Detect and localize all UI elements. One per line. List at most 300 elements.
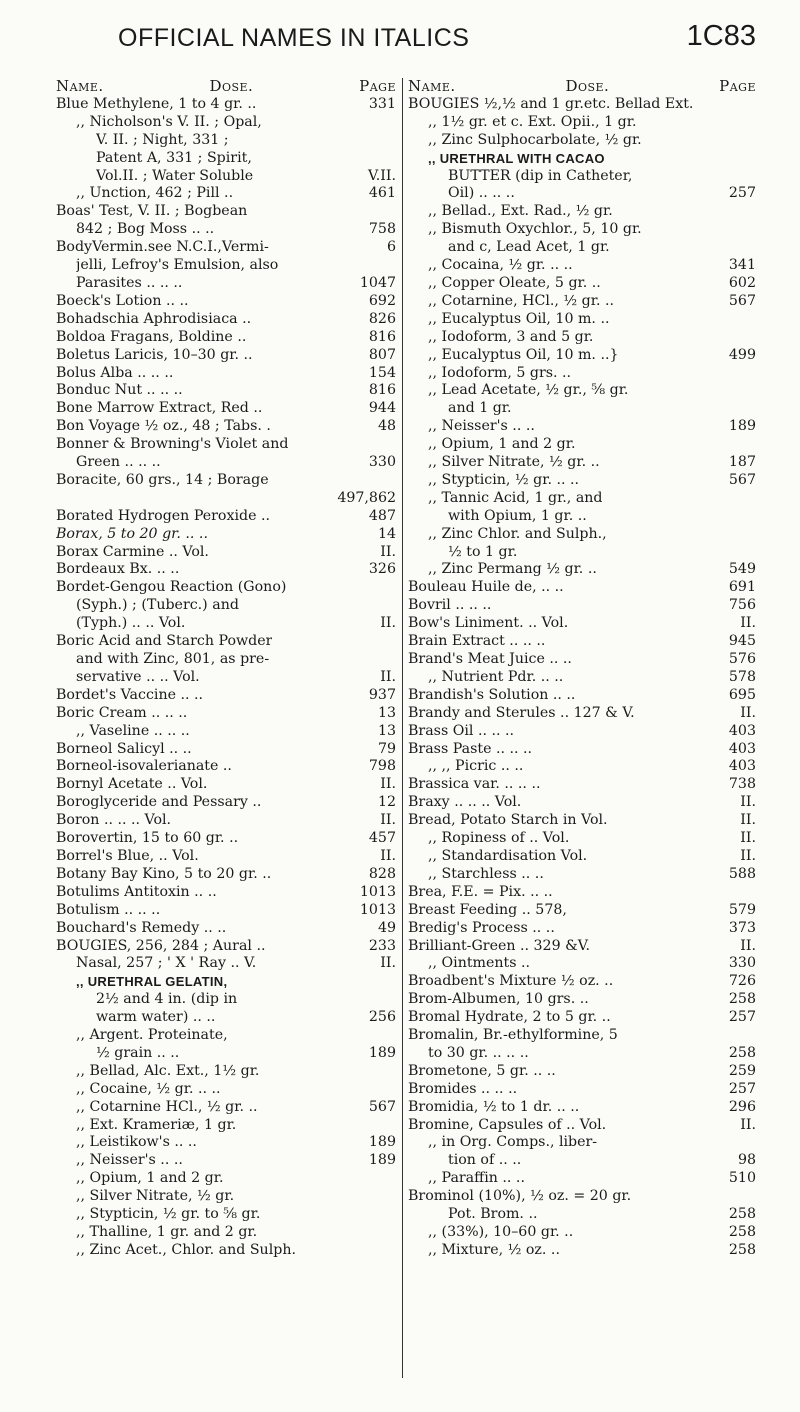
index-entry xyxy=(408,185,756,203)
entry-page: 189 xyxy=(368,1152,396,1169)
index-entry xyxy=(56,1152,396,1170)
entry-text: ,, Tannic Acid, 1 gr., and xyxy=(428,489,603,506)
entry-text: Brassica var. .. .. .. xyxy=(408,776,541,793)
entry-text: ,, Unction, 462 ; Pill .. xyxy=(76,185,234,202)
entry-text: ,, Mixture, ½ oz. .. xyxy=(428,1241,560,1258)
entry-text: Braxy .. .. .. Vol. xyxy=(408,794,522,811)
entry-text: Bromalin, Br.-ethylformine, 5 xyxy=(408,1027,618,1044)
entry-page: II. xyxy=(740,847,756,864)
index-entry xyxy=(56,544,396,562)
index-entry xyxy=(408,902,756,920)
entry-page xyxy=(390,472,396,490)
index-entry xyxy=(408,418,756,436)
entry-text: ,, (33%), 10–60 gr. .. xyxy=(428,1224,574,1240)
running-head xyxy=(0,18,800,64)
entry-text: Blue Methylene, 1 to 4 gr. .. xyxy=(56,95,257,112)
index-entry xyxy=(56,1045,396,1063)
index-entry xyxy=(408,1188,756,1206)
entry-page xyxy=(750,490,756,508)
index-entry xyxy=(408,472,756,490)
index-entry xyxy=(408,275,756,293)
entry-page xyxy=(750,239,756,257)
entry-page: II. xyxy=(740,812,756,829)
entry-page: 258 xyxy=(728,991,756,1008)
entry-page: 798 xyxy=(368,758,396,775)
index-entry xyxy=(408,347,756,365)
entry-text: ,, Neisser's .. .. xyxy=(76,1152,183,1169)
entry-text: ,, Ropiness of .. Vol. xyxy=(428,830,570,847)
entry-text: jelli, Lefroy's Emulsion, also xyxy=(76,257,279,274)
entry-page: 816 xyxy=(368,382,396,399)
entry-page: 1013 xyxy=(359,883,396,900)
entry-page: II. xyxy=(380,543,396,560)
index-entry xyxy=(408,973,756,991)
entry-text: ,, URETHRAL GELATIN, xyxy=(76,974,228,990)
column-header-label: Dose. xyxy=(209,77,254,95)
entry-text: Botulims Antitoxin .. .. xyxy=(56,883,217,900)
index-entry xyxy=(408,203,756,221)
entry-page: II. xyxy=(740,830,756,847)
entry-page xyxy=(390,597,396,615)
index-entry xyxy=(56,723,396,741)
entry-page: 510 xyxy=(728,1170,756,1187)
index-entry xyxy=(408,705,756,723)
index-entry xyxy=(56,615,396,633)
entry-page: 567 xyxy=(728,292,756,309)
index-entry xyxy=(408,794,756,812)
entry-text: ,, Eucalyptus Oil, 10 m. .. xyxy=(428,310,610,327)
entry-page xyxy=(750,400,756,418)
entry-page xyxy=(750,508,756,526)
entry-text: Bornyl Acetate .. Vol. xyxy=(56,776,208,793)
entry-text: Borovertin, 15 to 60 gr. .. xyxy=(56,830,239,847)
entry-page: 257 xyxy=(728,1009,756,1026)
index-entry xyxy=(56,347,396,365)
page-number: 1C83 xyxy=(686,20,756,52)
index-entry xyxy=(408,400,756,418)
entry-page: 258 xyxy=(728,1044,756,1061)
entry-text: ,, Silver Nitrate, ½ gr. .. xyxy=(428,454,600,471)
entry-text: Brandy and Sterules .. 127 & V. xyxy=(408,704,635,721)
index-entry xyxy=(408,955,756,973)
entry-text: ,, Ointments .. xyxy=(428,955,531,972)
entry-page: 79 xyxy=(377,740,396,757)
index-entry xyxy=(56,651,396,669)
entry-text: Pot. Brom. .. xyxy=(448,1206,538,1223)
entry-text: Brilliant-Green .. 329 &V. xyxy=(408,937,591,954)
entry-text: BodyVermin.see N.C.I.,Vermi- xyxy=(56,239,269,256)
index-entry xyxy=(408,132,756,150)
index-entry xyxy=(408,1117,756,1135)
index-entry xyxy=(408,257,756,275)
entry-page xyxy=(750,1188,756,1206)
index-entry xyxy=(56,687,396,705)
index-entry xyxy=(408,920,756,938)
entry-page xyxy=(390,436,396,454)
index-entry xyxy=(408,741,756,759)
entry-page: 12 xyxy=(377,794,396,811)
index-entry xyxy=(56,132,396,150)
index-entry xyxy=(408,812,756,830)
index-entry xyxy=(56,1063,396,1081)
index-entry xyxy=(408,1224,756,1242)
entry-text: Borneol-isovalerianate .. xyxy=(56,758,232,775)
entry-text: 2½ and 4 in. (dip in xyxy=(96,991,238,1008)
entry-page xyxy=(390,1117,396,1135)
index-entry xyxy=(56,884,396,902)
index-entry xyxy=(56,203,396,221)
entry-page: 403 xyxy=(728,758,756,775)
entry-text: Boric Cream .. .. .. xyxy=(56,704,188,721)
index-entry xyxy=(56,96,396,114)
entry-page: 945 xyxy=(728,633,756,650)
column-header-label: Name. xyxy=(56,77,104,95)
entry-text: ,, ,, Picric .. .. xyxy=(428,758,524,775)
entry-page: 330 xyxy=(368,454,396,471)
entry-page: 726 xyxy=(728,973,756,990)
index-entry xyxy=(408,615,756,633)
entry-page: V.II. xyxy=(368,167,396,184)
entry-page: II. xyxy=(740,1116,756,1133)
entry-page: 579 xyxy=(728,901,756,918)
entry-text: Brominol (10%), ½ oz. = 20 gr. xyxy=(408,1188,632,1205)
index-entry xyxy=(56,275,396,293)
entry-page xyxy=(750,96,756,114)
index-entry xyxy=(408,490,756,508)
entry-text: ,, Cotarnine, HCl., ½ gr. .. xyxy=(428,292,614,309)
entry-page xyxy=(750,365,756,383)
index-entry xyxy=(408,1152,756,1170)
entry-text: ,, Copper Oleate, 5 gr. .. xyxy=(428,274,601,291)
entry-page: 944 xyxy=(368,400,396,417)
entry-text: ,, Zinc Acet., Chlor. and Sulph. xyxy=(76,1241,296,1258)
index-entry xyxy=(56,902,396,920)
entry-page xyxy=(750,311,756,329)
entry-text: ,, Cotarnine HCl., ½ gr. .. xyxy=(76,1098,258,1115)
entry-text: Bromal Hydrate, 2 to 5 gr. .. xyxy=(408,1009,611,1026)
entry-page xyxy=(390,973,396,991)
entry-page xyxy=(750,1134,756,1152)
index-entry xyxy=(56,1170,396,1188)
entry-page xyxy=(390,651,396,669)
entry-text: ,, Vaseline .. .. .. xyxy=(76,722,190,739)
entry-page: 13 xyxy=(377,722,396,739)
index-entry xyxy=(56,776,396,794)
entry-text: Bouleau Huile de, .. .. xyxy=(408,579,564,596)
index-entry xyxy=(408,597,756,615)
entry-page: II. xyxy=(380,812,396,829)
index-entry xyxy=(408,454,756,472)
entry-text: Nasal, 257 ; ' X ' Ray .. V. xyxy=(76,955,257,972)
index-entry xyxy=(56,866,396,884)
index-entry xyxy=(56,1081,396,1099)
entry-page: II. xyxy=(380,668,396,685)
entry-text: ,, Starchless .. .. xyxy=(428,865,544,882)
index-entry xyxy=(408,633,756,651)
entry-page: 189 xyxy=(368,1044,396,1061)
entry-page: 258 xyxy=(728,1224,756,1240)
entry-text: Bredig's Process .. .. xyxy=(408,919,555,936)
entry-text: Bovril .. .. .. xyxy=(408,597,492,614)
entry-text: Bordeaux Bx. .. .. xyxy=(56,561,180,578)
entry-text: Bouchard's Remedy .. .. xyxy=(56,919,227,936)
entry-page: 403 xyxy=(728,740,756,757)
index-entry xyxy=(56,848,396,866)
entry-page: 326 xyxy=(368,561,396,578)
entry-page xyxy=(390,132,396,150)
entry-text: Green .. .. .. xyxy=(76,454,161,471)
entry-text: and c, Lead Acet, 1 gr. xyxy=(448,239,610,256)
index-column-right xyxy=(408,78,756,1260)
entry-page: 691 xyxy=(728,579,756,596)
entry-page xyxy=(390,257,396,275)
index-entry xyxy=(408,329,756,347)
entry-text: Botulism .. .. .. xyxy=(56,901,161,918)
running-head-title: OFFICIAL NAMES IN ITALICS xyxy=(118,24,470,52)
index-entry xyxy=(56,973,396,991)
entry-text: to 30 gr. .. .. .. xyxy=(428,1044,529,1061)
entry-text: Boron .. .. .. Vol. xyxy=(56,812,172,829)
entry-page: 937 xyxy=(368,686,396,703)
index-entry xyxy=(56,633,396,651)
entry-page xyxy=(390,1170,396,1188)
entry-page: 738 xyxy=(728,776,756,793)
index-entry xyxy=(56,114,396,132)
entry-page: 1047 xyxy=(359,274,396,291)
entry-page xyxy=(750,168,756,186)
entry-text: Brometone, 5 gr. .. .. xyxy=(408,1062,556,1079)
entry-page: 695 xyxy=(728,686,756,703)
entry-page xyxy=(750,221,756,239)
index-entry xyxy=(56,920,396,938)
index-entry xyxy=(408,1009,756,1027)
entry-page: 296 xyxy=(728,1098,756,1115)
index-entry xyxy=(408,526,756,544)
entry-text: ,, Standardisation Vol. xyxy=(428,847,588,864)
entry-text: BOUGIES, 256, 284 ; Aural .. xyxy=(56,937,266,954)
index-entry xyxy=(56,454,396,472)
entry-page: 14 xyxy=(377,525,396,542)
entry-page: 257 xyxy=(728,185,756,202)
entry-text: ,, Cocaine, ½ gr. .. .. xyxy=(76,1080,221,1097)
entry-text: Patent A, 331 ; Spirit, xyxy=(96,149,252,166)
entry-text: Bromides .. .. .. xyxy=(408,1080,518,1097)
entry-text: ,, Zinc Sulphocarbolate, ½ gr. xyxy=(428,131,642,148)
entry-page xyxy=(750,526,756,544)
entry-text: Brand's Meat Juice .. .. xyxy=(408,651,572,667)
entry-text: ,, Cocaina, ½ gr. .. .. xyxy=(428,257,573,274)
entry-text: Borax Carmine .. Vol. xyxy=(56,543,209,560)
index-entry xyxy=(56,938,396,956)
entry-text: Bonduc Nut .. .. .. xyxy=(56,382,183,399)
entry-text: ,, Opium, 1 and 2 gr. xyxy=(428,436,576,453)
entry-text: ,, Zinc Chlor. and Sulph., xyxy=(428,525,607,542)
index-entry xyxy=(408,884,756,902)
index-entry xyxy=(56,526,396,544)
entry-page: 49 xyxy=(377,919,396,936)
entry-text: ,, 1½ gr. et c. Ext. Opii., 1 gr. xyxy=(428,113,637,130)
entry-text: servative .. .. Vol. xyxy=(76,668,200,685)
column-header-label: Dose. xyxy=(565,77,610,95)
entry-text: ,, Eucalyptus Oil, 10 m. ..} xyxy=(428,346,619,363)
entry-page xyxy=(750,436,756,454)
index-entry xyxy=(408,723,756,741)
index-entry xyxy=(408,669,756,687)
entry-text: ,, Nutrient Pdr. .. .. xyxy=(428,668,564,685)
entry-text: 842 ; Bog Moss .. .. xyxy=(76,221,215,238)
entry-text: BOUGIES ½,½ and 1 gr.etc. Bellad Ext. xyxy=(408,95,694,112)
entry-text: Borax, 5 to 20 gr. .. .. xyxy=(56,525,208,542)
entry-page xyxy=(390,1081,396,1099)
entry-text: Botany Bay Kino, 5 to 20 gr. .. xyxy=(56,865,272,882)
entry-text: Bolus Alba .. .. .. xyxy=(56,364,174,381)
entry-page: II. xyxy=(740,615,756,632)
entry-text: ,, in Org. Comps., liber- xyxy=(428,1134,598,1151)
entry-page xyxy=(750,150,756,168)
index-entry xyxy=(408,1045,756,1063)
index-entry xyxy=(408,168,756,186)
index-entry xyxy=(56,382,396,400)
entry-text: Bow's Liniment. .. Vol. xyxy=(408,615,569,632)
entry-page: 1013 xyxy=(359,901,396,918)
entry-text: Borated Hydrogen Peroxide .. xyxy=(56,507,270,524)
index-entry xyxy=(56,1224,396,1242)
index-entry xyxy=(56,168,396,186)
entry-page: 331 xyxy=(368,95,396,112)
index-entry xyxy=(56,741,396,759)
column-header xyxy=(56,78,396,96)
entry-text: ,, Thalline, 1 gr. and 2 gr. xyxy=(76,1224,258,1240)
entry-page: 497,862 xyxy=(337,489,396,506)
index-entry xyxy=(408,579,756,597)
entry-text: tion of .. .. xyxy=(448,1152,522,1169)
entry-page xyxy=(750,544,756,562)
entry-text: Boracite, 60 grs., 14 ; Borage xyxy=(56,471,269,488)
entry-page: II. xyxy=(740,794,756,811)
entry-page: 549 xyxy=(728,561,756,578)
column-header xyxy=(408,78,756,96)
entry-text: Brandish's Solution .. .. xyxy=(408,686,576,703)
entry-page: 258 xyxy=(728,1206,756,1223)
index-entry xyxy=(56,794,396,812)
index-entry xyxy=(408,96,756,114)
entry-page xyxy=(750,329,756,347)
entry-page: 98 xyxy=(737,1152,756,1169)
entry-page: 588 xyxy=(728,865,756,882)
entry-text: and 1 gr. xyxy=(448,400,512,417)
entry-text: Bromine, Capsules of .. Vol. xyxy=(408,1116,607,1133)
entry-page xyxy=(750,114,756,132)
entry-text: Bread, Potato Starch in Vol. xyxy=(408,812,608,829)
index-entry xyxy=(408,938,756,956)
index-entry xyxy=(56,991,396,1009)
entry-text: ,, Lead Acetate, ½ gr., ⅝ gr. xyxy=(428,382,629,399)
index-entry xyxy=(56,508,396,526)
entry-page: 758 xyxy=(368,221,396,238)
entry-page xyxy=(390,1242,396,1260)
entry-page: 756 xyxy=(728,597,756,614)
index-entry xyxy=(56,597,396,615)
entry-text: Boldoa Fragans, Boldine .. xyxy=(56,328,247,345)
entry-text: ,, Neisser's .. .. xyxy=(428,418,535,435)
index-entry xyxy=(408,114,756,132)
entry-text: ,, Paraffin .. .. xyxy=(428,1170,525,1187)
entry-page: 256 xyxy=(368,1009,396,1026)
entry-page: 187 xyxy=(728,454,756,471)
entry-page xyxy=(390,150,396,168)
index-entry xyxy=(408,561,756,579)
entry-text: Bordet-Gengou Reaction (Gono) xyxy=(56,579,287,596)
entry-page xyxy=(390,1188,396,1206)
entry-page: 578 xyxy=(728,668,756,685)
entry-text: Brom-Albumen, 10 grs. .. xyxy=(408,991,589,1008)
entry-text: (Syph.) ; (Tuberc.) and xyxy=(76,597,239,614)
index-entry xyxy=(56,561,396,579)
entry-text: ,, Silver Nitrate, ½ gr. xyxy=(76,1188,235,1205)
index-entry xyxy=(56,418,396,436)
entry-text: Brain Extract .. .. .. xyxy=(408,633,546,650)
entry-page: 257 xyxy=(728,1080,756,1097)
entry-page: 233 xyxy=(368,937,396,954)
index-entry xyxy=(56,221,396,239)
entry-page xyxy=(750,132,756,150)
entry-page: 816 xyxy=(368,328,396,345)
index-entry xyxy=(56,1027,396,1045)
index-entry xyxy=(56,1134,396,1152)
entry-page xyxy=(750,382,756,400)
index-entry xyxy=(408,365,756,383)
entry-page: 457 xyxy=(368,830,396,847)
entry-page: 807 xyxy=(368,346,396,363)
entry-text: Bohadschia Aphrodisiaca .. xyxy=(56,310,252,327)
entry-text: ,, Stypticin, ½ gr. .. .. xyxy=(428,471,580,488)
index-entry xyxy=(56,293,396,311)
index-entry xyxy=(56,1099,396,1117)
entry-text: Boas' Test, V. II. ; Bogbean xyxy=(56,203,248,220)
entry-text: Breast Feeding .. 578, xyxy=(408,901,567,918)
entry-text: ,, Argent. Proteinate, xyxy=(76,1027,228,1044)
entry-text: BUTTER (dip in Catheter, xyxy=(448,167,633,184)
entry-page xyxy=(390,579,396,597)
entry-page: 6 xyxy=(386,239,396,256)
entry-page xyxy=(750,203,756,221)
index-entry xyxy=(56,400,396,418)
entry-page: II. xyxy=(380,955,396,972)
index-entry xyxy=(56,758,396,776)
entry-page xyxy=(750,1027,756,1045)
entry-page: II. xyxy=(380,847,396,864)
entry-page xyxy=(390,1224,396,1242)
entry-page: 373 xyxy=(728,919,756,936)
entry-text: Bone Marrow Extract, Red .. xyxy=(56,400,263,417)
entry-text: Boeck's Lotion .. .. xyxy=(56,292,189,309)
entry-page: II. xyxy=(740,704,756,721)
entry-page: 258 xyxy=(728,1241,756,1258)
index-entry xyxy=(56,1206,396,1224)
entry-page: 13 xyxy=(377,704,396,721)
entry-text: Bon Voyage ½ oz., 48 ; Tabs. . xyxy=(56,418,271,435)
entry-text: ,, Zinc Permang ½ gr. .. xyxy=(428,561,597,578)
index-entry xyxy=(56,1117,396,1135)
entry-text: Vol.II. ; Water Soluble xyxy=(96,167,254,184)
entry-page xyxy=(390,633,396,651)
index-entry xyxy=(408,651,756,669)
entry-text: Oil) .. .. .. xyxy=(448,185,515,202)
entry-page xyxy=(390,114,396,132)
entry-text: Parasites .. .. .. xyxy=(76,274,183,291)
column-divider xyxy=(402,78,403,1378)
index-entry xyxy=(56,830,396,848)
